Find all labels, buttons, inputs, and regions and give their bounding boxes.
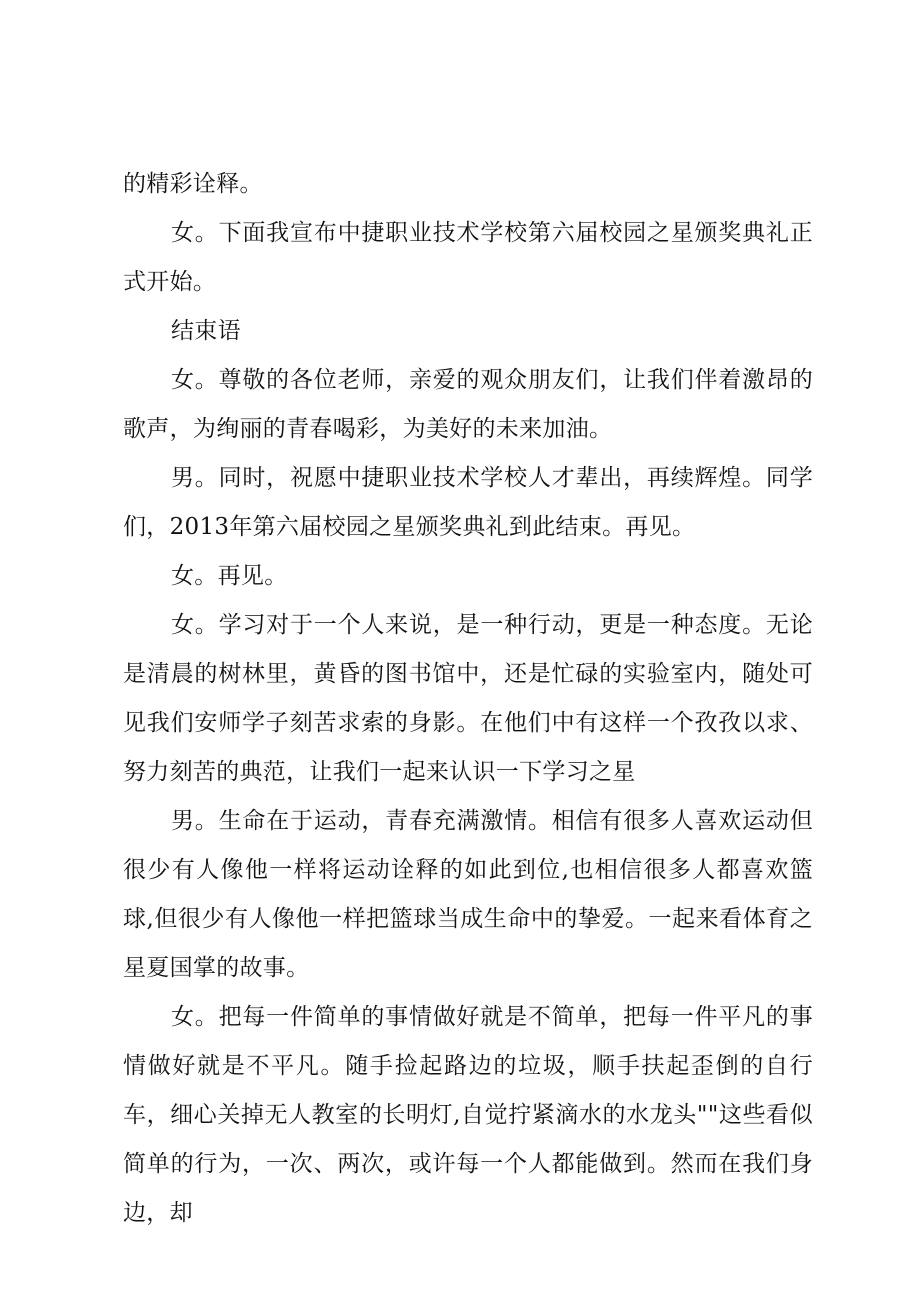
document-body [123,160,813,1238]
paragraph-4: 女。尊敬的各位老师，亲爱的观众朋友们，让我们伴着激昂的歌声，为绚丽的青春喝彩，为美好的未来加油。 [123,367,813,442]
paragraph-7: 女。学习对于一个人来说，是一种行动，更是一种态度。无论是清晨的树林里，黄昏的图书馆中，还是忙碌的实验室内，随处可见我们安师学子刻苦求索的身影。在他们中有这样一个孜孜以求、努力刻苦的典范，让我们一起来认识一下学习之星 [123,612,813,785]
paragraph-1: 的精彩诠释。 [123,171,263,197]
paragraph-2: 女。下面我宣布中捷职业技术学校第六届校园之星颁奖典礼正式开始。 [123,220,813,295]
paragraph-5: 男。同时，祝愿中捷职业技术学校人才辈出，再续辉煌。同学们，2013年第六届校园之星颁奖典礼到此结束。再见。 [123,465,813,540]
paragraph-8: 男。生命在于运动，青春充满激情。相信有很多人喜欢运动但很少有人像他一样将运动诠释的如此到位,也相信很多人都喜欢篮球,但很少有人像他一样把篮球当成生命中的挚爱。一起来看体育之星夏国掌的故事。 [123,808,813,981]
paragraph-9: 女。把每一件简单的事情做好就是不简单，把每一件平凡的事情做好就是不平凡。随手捡起路边的垃圾，顺手扶起歪倒的自行车，细心关掉无人教室的长明灯,自觉拧紧滴水的水龙头""这些看似简单的行为，一次、两次，或许每一个人都能做到。然而在我们身边，却 [123,1004,813,1226]
paragraph-6: 女。再见。 [171,563,288,589]
section-heading: 结束语 [171,318,241,344]
